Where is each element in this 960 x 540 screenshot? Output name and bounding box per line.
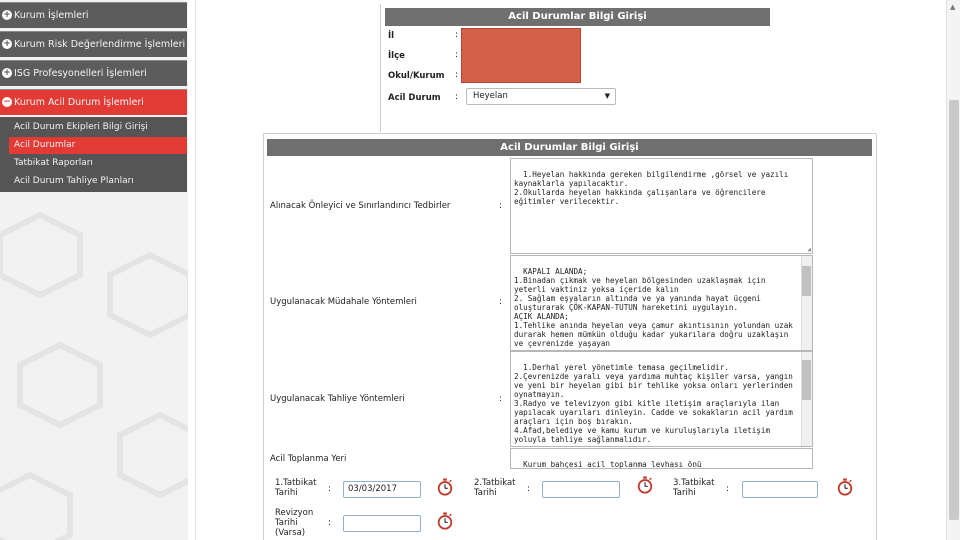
tatbikat3-label-line1: 3.Tatbikat	[673, 478, 715, 488]
submenu-item-tahliye-planlari[interactable]: Acil Durum Tahliye Planları	[14, 176, 134, 186]
submenu-item-acil-durumlar[interactable]: Acil Durumlar	[9, 137, 187, 154]
okul-label: Okul/Kurum	[388, 71, 445, 81]
detail-form-left-border	[263, 134, 264, 540]
submenu-acil-durum	[0, 117, 187, 192]
tahliye-scrollbar[interactable]	[801, 352, 812, 446]
revizyon-label-line1: Revizyon	[275, 508, 314, 518]
acil-durum-colon: :	[455, 92, 459, 102]
tatbikat2-label-line2: Tarihi	[474, 488, 497, 498]
mudahale-text: KAPALI ALANDA; 1.Binadan çıkmak ve heyelan bölgesinden uzaklaşmak için yeterli vaktiniz yoksa içeride kalın 2. Sağlam eşyaların altında ve ya yanında hayat üçgeni oluşturarak ÇÖK-KAPAN-TUTUN hareketini uygulayın. AÇIK ALANDA; 1.Tehlike anında heyelan veya çamur akıntısının yolundan uzak durarak hemen mümkün olduğu kadar yukarılara doğru uzaklaşın ve çevrenizde yaşayan	[514, 267, 793, 348]
mudahale-label: Uygulanacak Müdahale Yöntemleri	[270, 297, 417, 307]
acil-durum-label: Acil Durum	[388, 93, 441, 103]
sidebar-item-risk-degerlendirme[interactable]	[0, 31, 187, 57]
scroll-up-arrow-icon[interactable]: ▲	[950, 3, 956, 11]
top-form-border	[380, 4, 381, 132]
toplanma-textarea[interactable]	[510, 448, 813, 469]
content-left-border	[195, 0, 196, 540]
scrollbar-thumb[interactable]	[802, 266, 811, 296]
detail-form-right-border	[876, 134, 877, 540]
sidebar-item-label: Kurum Risk Değerlendirme İşlemleri	[14, 39, 186, 50]
revizyon-label-line3: (Varsa)	[275, 528, 306, 538]
ilce-label: İlçe	[388, 51, 405, 61]
tatbikat1-label-line1: 1.Tatbikat	[275, 478, 317, 488]
acil-durum-select-value: Heyelan	[473, 91, 508, 101]
tatbikat3-label	[673, 478, 715, 498]
il-label: İl	[388, 31, 395, 41]
revizyon-label-line2: Tarihi	[275, 518, 298, 528]
revizyon-colon: :	[328, 518, 332, 528]
tatbikat1-label-line2: Tarihi	[275, 488, 298, 498]
il-colon: :	[455, 30, 459, 40]
plus-circle-icon: +	[3, 39, 11, 49]
mudahale-colon: :	[499, 297, 503, 307]
stopwatch-icon[interactable]	[836, 478, 854, 496]
plus-circle-icon: +	[3, 10, 11, 20]
ilce-colon: :	[455, 50, 459, 60]
revizyon-date-input[interactable]	[343, 515, 421, 532]
tahliye-colon: :	[499, 394, 503, 404]
tatbikat2-label-line1: 2.Tatbikat	[474, 478, 516, 488]
toplanma-text: Kurum bahçesi acil toplanma levhası önü	[523, 460, 702, 469]
plus-circle-icon: +	[3, 68, 11, 78]
tatbikat3-label-line2: Tarihi	[673, 488, 696, 498]
top-form-title: Acil Durumlar Bilgi Girişi	[385, 8, 770, 26]
stopwatch-icon[interactable]	[636, 476, 654, 494]
onlem-colon: :	[499, 201, 503, 211]
tatbikat1-colon: :	[328, 484, 332, 494]
tatbikat2-colon: :	[527, 484, 531, 494]
detail-form-title: Acil Durumlar Bilgi Girişi	[267, 139, 872, 156]
sidebar-item-label: Kurum Acil Durum İşlemleri	[14, 97, 144, 108]
tahliye-label: Uygulanacak Tahliye Yöntemleri	[270, 394, 405, 404]
sidebar-item-kurum-islemleri[interactable]	[0, 2, 187, 28]
onlem-text: 1.Heyelan hakkında gereken bilgilendirme ,görsel ve yazılı kaynaklarla yapılacaktır. 2.Okullarda heyelan hakkında çalışanlara ve öğrencilere eğitimler verilecektir.	[514, 170, 789, 206]
page-scrollbar-thumb[interactable]	[949, 100, 959, 520]
toplanma-label: Acil Toplanma Yeri	[270, 454, 347, 464]
tatbikat1-label	[275, 478, 317, 498]
minus-circle-icon: −	[3, 97, 11, 107]
mudahale-textarea[interactable]	[510, 255, 813, 351]
tatbikat1-date-input[interactable]: 03/03/2017	[343, 481, 421, 498]
tahliye-textarea[interactable]	[510, 351, 813, 447]
revizyon-label	[275, 508, 313, 538]
scrollbar-thumb[interactable]	[802, 360, 811, 400]
okul-colon: :	[455, 70, 459, 80]
sidebar-item-label: Kurum İşlemleri	[14, 10, 89, 21]
tatbikat3-date-input[interactable]	[742, 481, 818, 498]
detail-form-top-rule	[263, 133, 876, 134]
sidebar-background-pattern	[0, 195, 188, 540]
resize-grip-icon[interactable]: ◢	[807, 246, 811, 253]
submenu-item-tatbikat-raporlari[interactable]: Tatbikat Raporları	[14, 158, 93, 168]
submenu-item-acil-durum-ekipleri[interactable]: Acil Durum Ekipleri Bilgi Girişi	[14, 122, 148, 132]
redacted-location-block	[461, 28, 581, 83]
mudahale-scrollbar[interactable]	[801, 256, 812, 350]
sidebar-item-isg-profesyonelleri[interactable]	[0, 60, 187, 86]
sidebar-item-acil-durum-islemleri[interactable]	[0, 89, 187, 115]
sidebar-item-label: ISG Profesyonelleri İşlemleri	[14, 68, 147, 79]
onlem-textarea[interactable]	[510, 158, 813, 254]
tahliye-text: 1.Derhal yerel yönetimle temasa geçilmelidir. 2.Çevrenizde yaralı veya yardıma muhtaç kişiler varsa, yangın ve yeni bir heyelan gibi bir tehlike yoksa onları yerlerinden oynatmayın. 3.Radyo ve televizyon gibi kitle iletişim araçlarıyla ilan yapılacak uyarıları dinleyin. Cadde ve sokakların acil yardım araçları için boş bırakın. 4.Afad,belediye ve kamu kurum ve kuruluşlarıyla iletişim yoluyla tahliye sağlanmalıdır.	[514, 363, 793, 444]
page-scrollbar[interactable]	[946, 0, 960, 540]
sidebar	[0, 0, 188, 540]
tatbikat3-colon: :	[726, 484, 730, 494]
chevron-down-icon: ▼	[604, 92, 610, 100]
stopwatch-icon[interactable]	[436, 512, 454, 530]
stopwatch-icon[interactable]	[436, 478, 454, 496]
tatbikat2-date-input[interactable]	[542, 481, 620, 498]
tatbikat2-label	[474, 478, 516, 498]
onlem-label: Alınacak Önleyici ve Sınırlandırıcı Tedbirler	[270, 201, 451, 211]
acil-durum-select[interactable]	[466, 88, 616, 105]
